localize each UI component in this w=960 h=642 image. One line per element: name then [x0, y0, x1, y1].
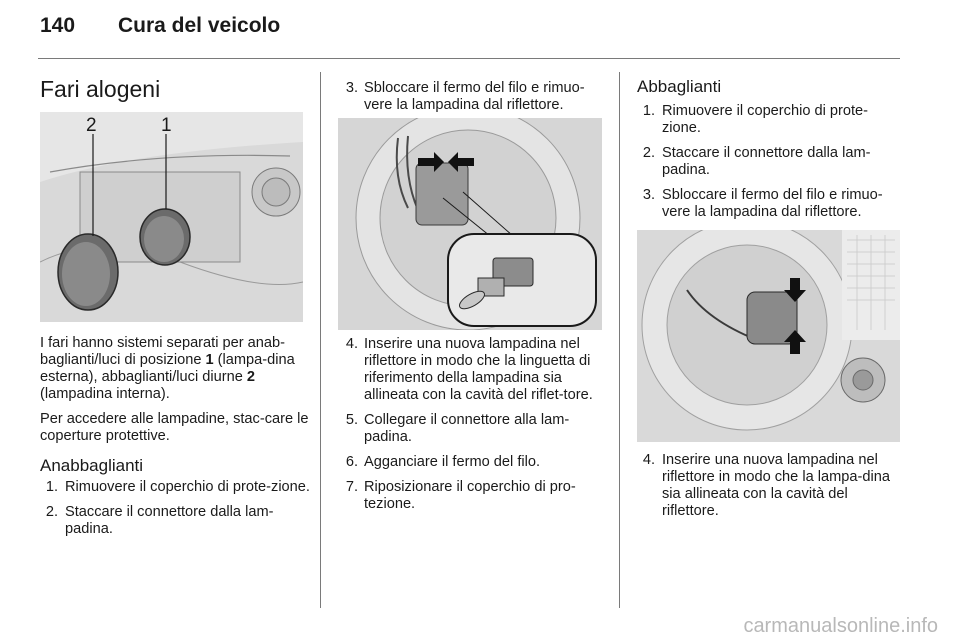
list-item: 3. Sbloccare il fermo del filo e rimuo-vere la lampadina dal riflettore. [345, 80, 585, 113]
high-beam-steps [637, 103, 905, 221]
high-beam-bulb-figure [637, 230, 900, 442]
column-divider-2 [619, 72, 620, 608]
list-item: 1. Rimuovere il coperchio di prote-zione. [45, 479, 310, 495]
list-item: 6. Agganciare il fermo del filo. [345, 454, 541, 470]
high-beam-heading: Abbaglianti [637, 77, 722, 96]
column-3-text [637, 78, 905, 229]
list-item: 7. Riposizionare il coperchio di pro-tezione. [345, 479, 576, 512]
low-beam-bulb-figure [338, 118, 602, 330]
intro-paragraph: I fari hanno sistemi separati per anab-baglianti/luci di posizione 1 (lampa-dina esterna), abbaglianti/luci diurne 2 (lampadina interna). [40, 335, 295, 402]
watermark: carmanualsonline.info [743, 615, 938, 637]
list-item: 1. Rimuovere il coperchio di prote-zione. [642, 103, 869, 136]
list-item: 4. Inserire una nuova lampadina nel riflettore in modo che la linguetta di riferimento della lampadina sia allineata con la cavità del riflet-tore. [345, 336, 593, 403]
list-item: 2. Staccare il connettore dalla lam-padina. [642, 145, 871, 178]
page-header [40, 14, 280, 38]
access-paragraph: Per accedere alle lampadine, stac-care le coperture protettive. [40, 411, 309, 444]
callout-label-2: 2 [86, 115, 97, 136]
callout-label-1: 1 [161, 115, 172, 136]
low-beam-steps [40, 479, 315, 538]
column-3-step4 [637, 452, 905, 528]
low-beam-steps-continued [340, 336, 606, 513]
list-item: 2. Staccare il connettore dalla lam-padina. [45, 504, 274, 537]
header-rule [38, 58, 900, 59]
low-beam-heading: Anabbaglianti [40, 456, 144, 475]
list-item: 4. Inserire una nuova lampadina nel riflettore in modo che la lampa-dina sia allineata con la cavità del riflettore. [642, 452, 890, 519]
column-1-text [40, 335, 315, 546]
page-number: 140 [40, 14, 76, 37]
section-title: Cura del veicolo [118, 14, 281, 37]
column-2-step3 [340, 80, 606, 122]
headlamp-figure [40, 112, 303, 322]
section-heading: Fari alogeni [40, 76, 161, 102]
list-item: 3. Sbloccare il fermo del filo e rimuo-vere la lampadina dal riflettore. [642, 187, 883, 220]
list-item: 5. Collegare il connettore alla lam-padina. [345, 412, 570, 445]
column-divider-1 [320, 72, 321, 608]
column-2-text [340, 336, 606, 521]
